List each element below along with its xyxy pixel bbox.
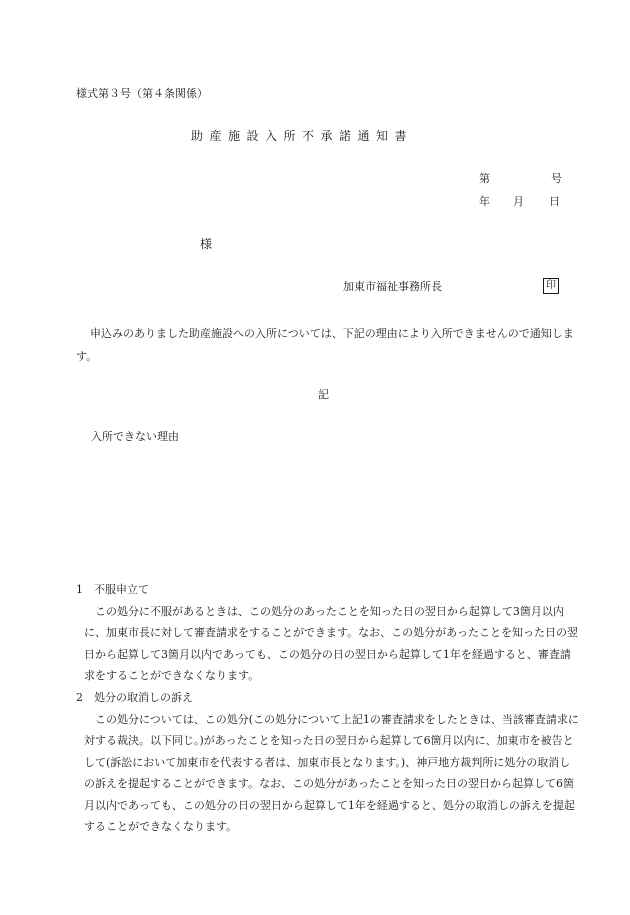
doc-number-suffix: 号 [551, 172, 562, 185]
issuer-name: 加東市福祉事務所長 [343, 280, 442, 293]
appeal-notice-heading [76, 579, 581, 601]
appeal-notice [76, 579, 581, 687]
lawsuit-notice-text: この処分については、この処分(この処分について上記1の審査請求をしたときは、当該審査請求に対する裁決。以下同じ。)があったことを知った日の翌日から起算して6箇月以内に、加東市を被告として(訴訟において加東市を代表する者は、加東市長となります。)、神戸地方裁判所に処分の取消しの訴えを提起することができます。なお、この処分があったことを知った日の翌日から起算して6箇月以内であっても、この処分の日の翌日から起算して1年を経過すると、処分の取消しの訴えを提起することができなくなります。 [84, 712, 579, 833]
appeal-notice-number: 1 [76, 583, 83, 596]
date-month-label: 月 [513, 195, 524, 208]
seal-mark: 印 [543, 278, 559, 294]
appeal-notice-text: この処分に不服があるときは、この処分のあったことを知った日の翌日から起算して3箇月以内に、加東市長に対して審査請求をすることができます。なお、この処分があったことを知った日の翌日から起算して3箇月以内であっても、この処分の日の翌日から起算して1年を経過すると、審査請求をすることができなくなります。 [84, 604, 579, 682]
appeal-notice-title: 不服申立て [94, 583, 149, 596]
lawsuit-notice-title: 処分の取消しの訴え [94, 691, 193, 704]
lawsuit-notice [76, 687, 581, 838]
form-number: 様式第３号（第４条関係） [76, 87, 208, 100]
lawsuit-notice-heading [76, 687, 581, 709]
doc-number-prefix: 第 [479, 172, 490, 185]
date-year-label: 年 [479, 195, 490, 208]
date-day-label: 日 [549, 195, 560, 208]
recipient-honorific: 様 [200, 237, 213, 251]
notice-body: 申込みのありました助産施設への入所については、下記の理由により入所できませんので通知します。 [76, 327, 574, 363]
lawsuit-notice-number: 2 [76, 691, 83, 704]
document-title: 助産施設入所不承諾通知書 [191, 129, 414, 143]
ki-heading: 記 [318, 388, 329, 401]
reason-label: 入所できない理由 [91, 430, 179, 443]
